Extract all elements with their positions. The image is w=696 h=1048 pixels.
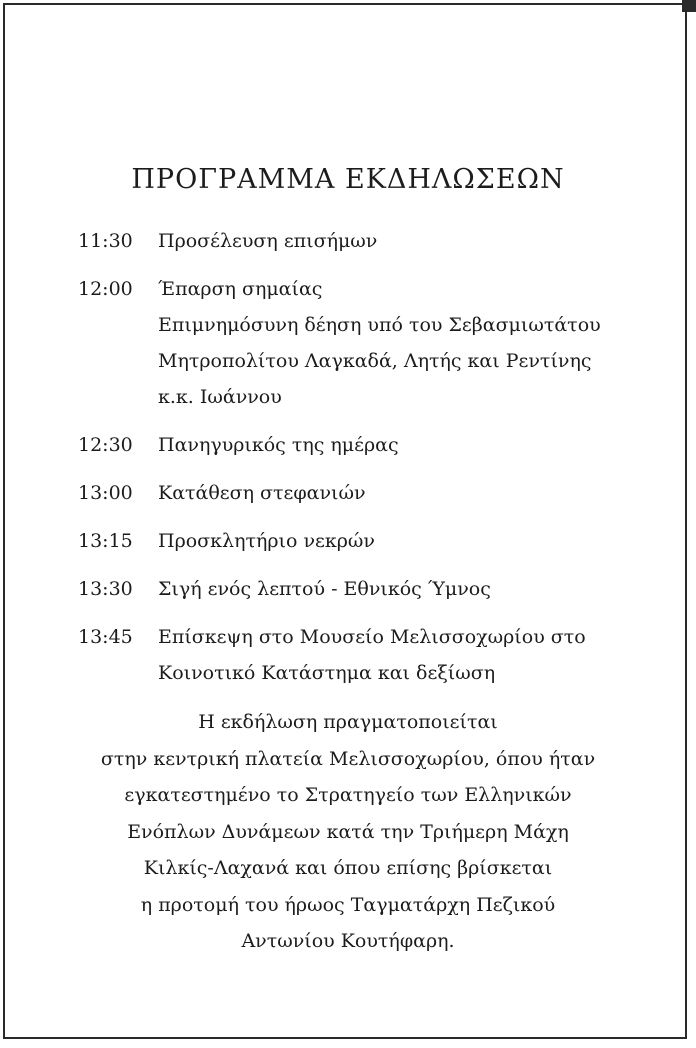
schedule-item — [78, 571, 638, 607]
schedule-line: Πανηγυρικός της ημέρας — [158, 434, 399, 456]
note-line: εγκατεστημένο το Στρατηγείο των Ελληνικών — [124, 784, 572, 806]
schedule-item — [78, 427, 638, 463]
note-line: Κιλκίς-Λαχανά και όπου επίσης βρίσκεται — [143, 857, 553, 879]
schedule-line: Προσκλητήριο νεκρών — [158, 530, 375, 552]
schedule-description — [158, 619, 638, 691]
note-line: Ενόπλων Δυνάμεων κατά την Τριήμερη Μάχη — [127, 820, 569, 843]
note-line: στην κεντρική πλατεία Μελισσοχωρίου, όπου ήταν — [100, 747, 596, 770]
corner-mark — [682, 0, 696, 12]
schedule-time: 12:00 — [78, 278, 133, 300]
schedule-time: 11:30 — [78, 230, 133, 252]
schedule-line: Μητροπολίτου Λαγκαδά, Λητής και Ρεντίνης — [158, 350, 592, 372]
event-note — [0, 704, 696, 960]
schedule-item — [78, 523, 638, 559]
schedule-item — [78, 475, 638, 511]
schedule-line: Επιμνημόσυνη δέηση υπό του Σεβασμιωτάτου — [158, 314, 601, 336]
schedule-item — [78, 223, 638, 259]
schedule-line: Επίσκεψη στο Μουσείο Μελισσοχωρίου στο — [158, 626, 586, 648]
schedule-description — [158, 475, 638, 511]
schedule-line: Κοινοτικό Κατάστημα και δεξίωση — [158, 662, 496, 684]
schedule-line: Σιγή ενός λεπτού - Εθνικός Ύμνος — [158, 578, 491, 600]
schedule-description — [158, 523, 638, 559]
schedule-item — [78, 271, 638, 415]
schedule-description — [158, 223, 638, 259]
schedule-description — [158, 271, 638, 415]
schedule-description — [158, 427, 638, 463]
page-title: ΠΡΟΓΡΑΜΜΑ ΕΚΔΗΛΩΣΕΩΝ — [131, 164, 565, 196]
note-line: Η εκδήλωση πραγματοποιείται — [198, 711, 498, 733]
schedule-line: κ.κ. Ιωάννου — [158, 386, 282, 408]
schedule-time: 13:15 — [78, 530, 133, 552]
note-line: η προτομή του ήρωος Ταγματάρχη Πεζικού — [140, 893, 556, 916]
schedule-description — [158, 571, 638, 607]
schedule-item — [78, 619, 638, 691]
schedule-time: 13:00 — [78, 482, 133, 504]
note-line: Αντωνίου Κουτήφαρη. — [241, 930, 455, 952]
schedule-line: Κατάθεση στεφανιών — [158, 482, 366, 504]
schedule-time: 13:45 — [78, 626, 133, 648]
schedule-list — [78, 223, 638, 703]
schedule-time: 13:30 — [78, 578, 133, 600]
schedule-line: Προσέλευση επισήμων — [158, 230, 378, 252]
schedule-time: 12:30 — [78, 434, 133, 456]
schedule-line: Έπαρση σημαίας — [158, 278, 323, 300]
